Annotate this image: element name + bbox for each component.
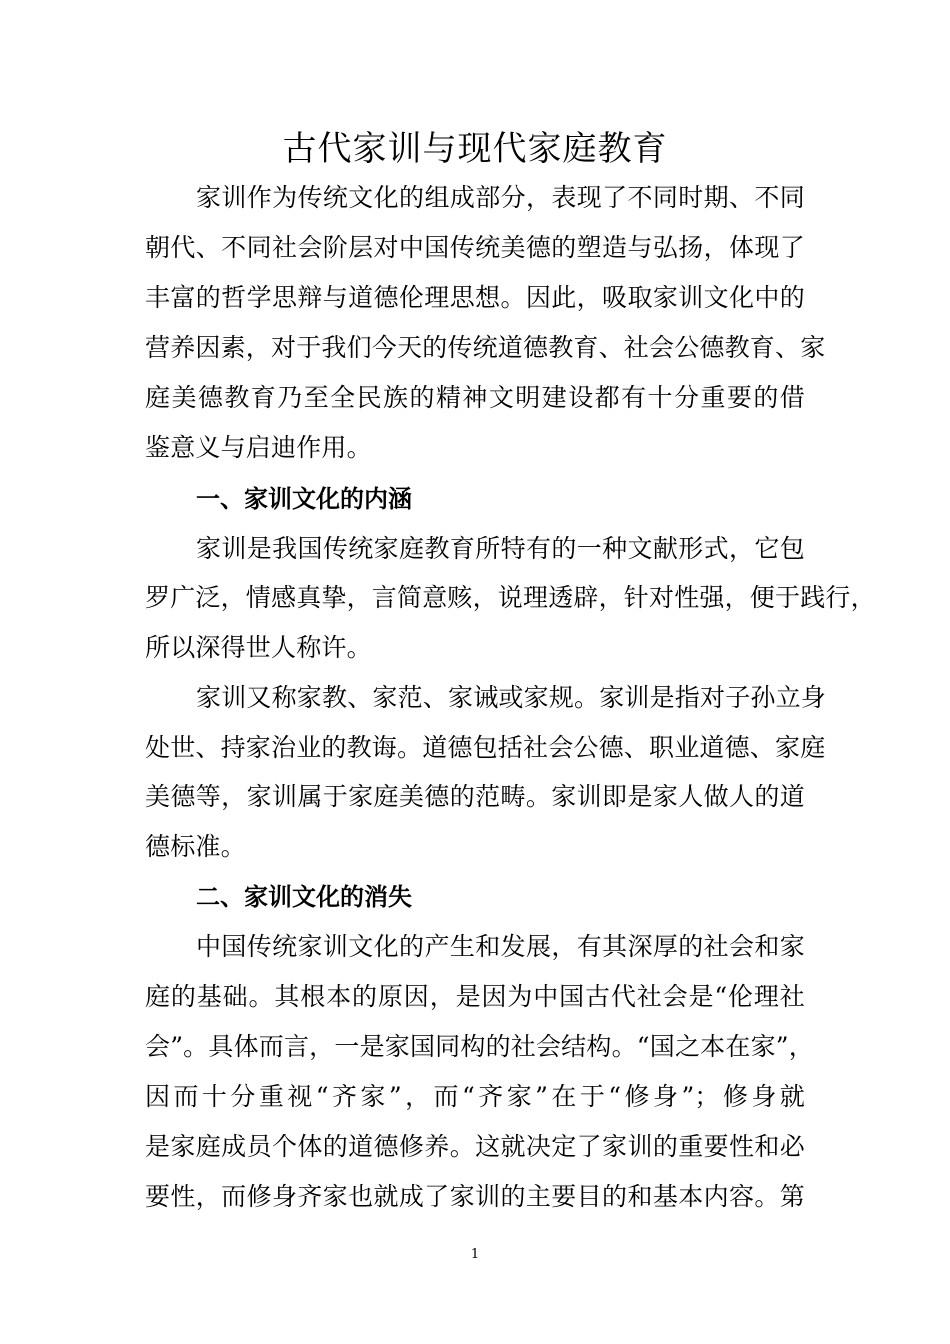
intro-line: 庭美德教育乃至全民族的精神文明建设都有十分重要的借 (145, 383, 805, 412)
paragraph-line: 处世、持家治业的教诲。道德包括社会公德、职业道德、家庭 (145, 733, 826, 762)
paragraph-line: 德标准。 (145, 832, 246, 861)
page-number: 1 (470, 1247, 480, 1262)
section-heading: 一、家训文化的内涵 (196, 485, 412, 513)
paragraph-line: 罗广泛，情感真挚，言简意赅，说理透辟，针对性强，便于践行， (145, 583, 876, 612)
paragraph-line: 所以深得世人称许。 (145, 633, 372, 662)
paragraph-line: 中国传统家训文化的产生和发展，有其深厚的社会和家 (196, 932, 805, 961)
intro-line: 家训作为传统文化的组成部分，表现了不同时期、不同 (196, 183, 805, 212)
intro-line: 营养因素，对于我们今天的传统道德教育、社会公德教育、家 (145, 333, 826, 362)
document-title: 古代家训与现代家庭教育 (282, 129, 668, 169)
intro-line: 朝代、不同社会阶层对中国传统美德的塑造与弘扬，体现了 (145, 233, 805, 262)
intro-line: 鉴意义与启迪作用。 (145, 433, 372, 462)
paragraph-line: 家训是我国传统家庭教育所特有的一种文献形式，它包 (196, 534, 805, 563)
paragraph-line: 庭的基础。其根本的原因，是因为中国古代社会是“伦理社 (145, 982, 805, 1011)
intro-line: 丰富的哲学思辩与道德伦理思想。因此，吸取家训文化中的 (145, 283, 805, 312)
paragraph-line: 要性，而修身齐家也就成了家训的主要目的和基本内容。第 (145, 1182, 805, 1211)
paragraph-line: 美德等，家训属于家庭美德的范畴。家训即是家人做人的道 (145, 782, 805, 811)
paragraph-line: 家训又称家教、家范、家诫或家规。家训是指对子孙立身 (196, 683, 827, 712)
section-heading: 二、家训文化的消失 (196, 883, 412, 911)
paragraph-line: 是家庭成员个体的道德修养。这就决定了家训的重要性和必 (145, 1132, 805, 1161)
paragraph-line: 会”。具体而言，一是家国同构的社会结构。“国之本在家”， (145, 1032, 814, 1061)
paragraph-line: 因而十分重视“齐家”，而“齐家”在于“修身”；修身就 (145, 1082, 805, 1111)
